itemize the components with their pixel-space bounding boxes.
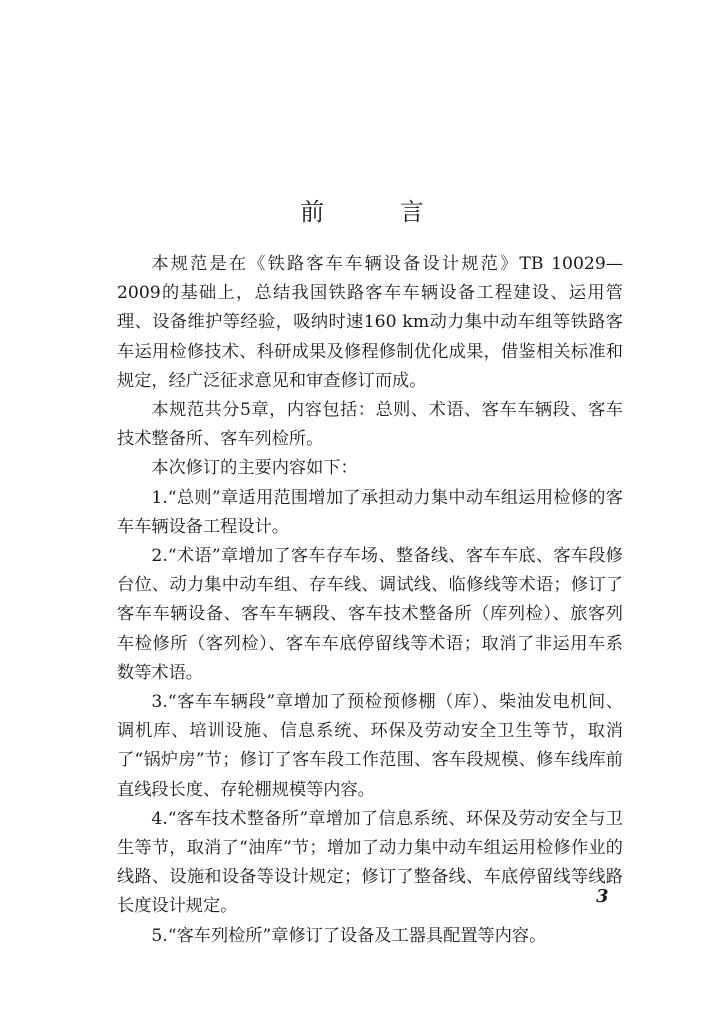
- paragraph-revision-3: 3.“客车车辆段”章增加了预检预修棚（库）、柴油发电机间、调机库、培训设施、信息系统、环保及劳动安全卫生等节，取消了“锅炉房”节；修订了客车段工作范围、客车段规模、修车线库前直线段长度、存轮棚规模等内容。: [117, 692, 623, 800]
- paragraph-revision-2: 2.“术语”章增加了客车存车场、整备线、客车车底、客车段修台位、动力集中动车组、存车线、调试线、临修线等术语；修订了客车车辆设备、客车车辆段、客车技术整备所（库列检）、旅客列车检修所（客列检）、客车车底停留线等术语；取消了非运用车系数等术语。: [117, 546, 623, 683]
- paragraph-revision-5: 5.“客车列检所”章修订了设备及工器具配置等内容。: [151, 925, 547, 946]
- preface-body: [117, 250, 623, 951]
- paragraph-revision-4: 4.“客车技术整备所”章增加了信息系统、环保及劳动安全与卫生等节，取消了“油库”节；增加了动力集中动车组运用检修作业的线路、设施和设备等设计规定；修订了整备线、车底停留线等线路长度设计规定。: [117, 808, 623, 917]
- paragraph-intro: 本规范是在《铁路客车车辆设备设计规范》TB 10029—2009的基础上，总结我国铁路客车车辆设备工程建设、运用管理、设备维护等经验，吸纳时速160 km动力集中动车组等铁路客车运用检修技术、科研成果及修程修制优化成果，借鉴相关标准和规定，经广泛征求意见和审查修订而成。: [117, 254, 623, 391]
- page-title: 前 言: [300, 198, 458, 226]
- paragraph-revision-lead: 本次修订的主要内容如下：: [151, 458, 358, 479]
- page-number: 3: [596, 886, 609, 907]
- paragraph-revision-1: 1.“总则”章适用范围增加了承担动力集中动车组运用检修的客车车辆设备工程设计。: [117, 487, 623, 537]
- paragraph-contents: 本规范共分5章，内容包括：总则、术语、客车车辆段、客车技术整备所、客车列检所。: [117, 400, 623, 450]
